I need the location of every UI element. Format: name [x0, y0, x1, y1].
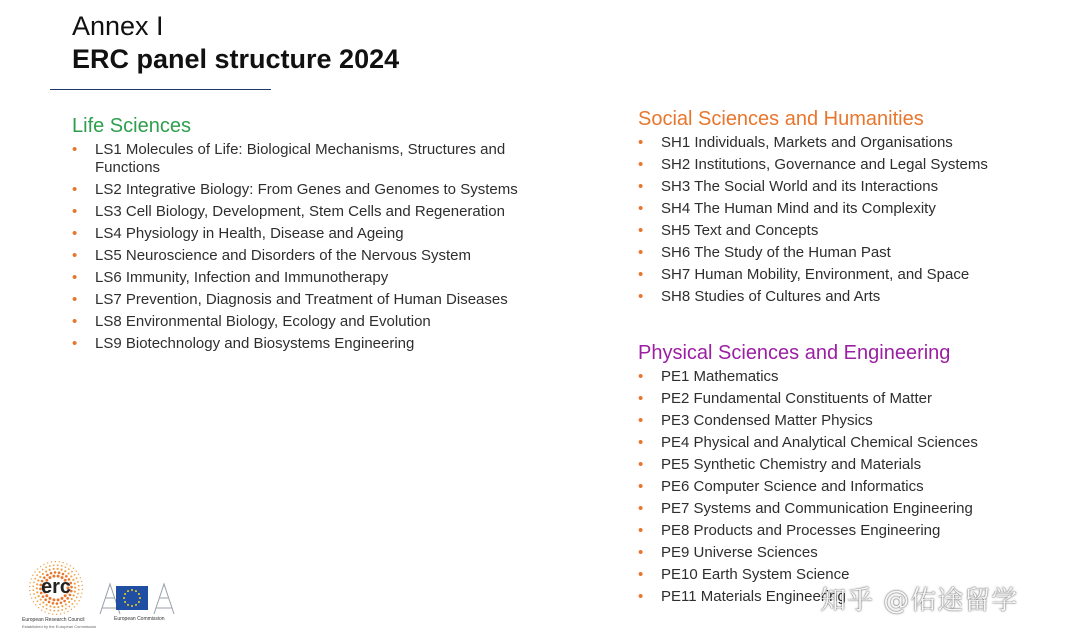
list-item [638, 412, 1038, 430]
panel-label: PE11 Materials Engineering [661, 588, 846, 605]
european-commission-logo [98, 580, 176, 632]
panel-label: LS1 Molecules of Life: Biological Mechanisms, Structures and Functions [95, 141, 506, 176]
list-item [638, 390, 1038, 408]
bullet-icon: • [72, 203, 78, 220]
section-physical-sciences [638, 341, 1038, 610]
list-item [72, 141, 522, 177]
list-item [638, 456, 1038, 474]
panel-label: SH6 The Study of the Human Past [661, 244, 891, 261]
list-item [638, 200, 1038, 218]
panel-label: PE7 Systems and Communication Engineering [661, 500, 973, 517]
watermark-text: 知乎 @佑途留学 [820, 586, 1019, 616]
list-item [638, 288, 1038, 306]
panel-label: SH2 Institutions, Governance and Legal Systems [661, 156, 988, 173]
panel-label: PE6 Computer Science and Informatics [661, 478, 924, 495]
bullet-icon: • [638, 522, 644, 539]
bullet-icon: • [638, 544, 644, 561]
panel-label: LS5 Neuroscience and Disorders of the Nervous System [95, 247, 472, 264]
panel-label: SH7 Human Mobility, Environment, and Space [661, 266, 970, 283]
list-item [72, 313, 522, 331]
list-item [638, 544, 1038, 562]
panel-list-life-sciences [72, 141, 522, 353]
list-item [638, 134, 1038, 152]
list-item [72, 291, 522, 309]
bullet-icon: • [638, 500, 644, 517]
panel-label: LS4 Physiology in Health, Disease and Ageing [95, 225, 404, 242]
bullet-icon: • [638, 566, 644, 583]
panel-label: PE8 Products and Processes Engineering [661, 522, 941, 539]
bullet-icon: • [638, 266, 644, 283]
panel-label: LS6 Immunity, Infection and Immunotherapy [95, 269, 389, 286]
bullet-icon: • [72, 291, 78, 308]
panel-label: LS8 Environmental Biology, Ecology and Evolution [95, 313, 431, 330]
panel-label: PE3 Condensed Matter Physics [661, 412, 873, 429]
panel-label: PE4 Physical and Analytical Chemical Sciences [661, 434, 978, 451]
list-item [638, 522, 1038, 540]
bullet-icon: • [72, 141, 78, 158]
bullet-icon: • [638, 588, 644, 605]
bullet-icon: • [638, 390, 644, 407]
panel-list-social-sciences [638, 134, 1038, 306]
list-item [638, 500, 1038, 518]
bullet-icon: • [638, 478, 644, 495]
eu-flag-icon [98, 580, 176, 616]
panel-label: LS2 Integrative Biology: From Genes and Genomes to Systems [95, 181, 518, 198]
page-title: ERC panel structure 2024 [72, 44, 400, 74]
list-item [72, 269, 522, 287]
bullet-icon: • [638, 412, 644, 429]
panel-label: LS3 Cell Biology, Development, Stem Cells and Regeneration [95, 203, 505, 220]
panel-label: LS7 Prevention, Diagnosis and Treatment of Human Diseases [95, 291, 508, 308]
list-item [72, 247, 522, 265]
bullet-icon: • [638, 200, 644, 217]
panel-label: SH4 The Human Mind and its Complexity [661, 200, 936, 217]
bullet-icon: • [638, 368, 644, 385]
list-item [72, 225, 522, 243]
panel-label: PE2 Fundamental Constituents of Matter [661, 390, 932, 407]
bullet-icon: • [72, 335, 78, 352]
list-item [638, 222, 1038, 240]
list-item [638, 244, 1038, 262]
list-item [638, 478, 1038, 496]
section-life-sciences [72, 114, 522, 357]
bullet-icon: • [72, 247, 78, 264]
bullet-icon: • [638, 178, 644, 195]
bullet-icon: • [72, 181, 78, 198]
list-item [72, 335, 522, 353]
panel-label: LS9 Biotechnology and Biosystems Engineering [95, 335, 415, 352]
section-social-sciences [638, 107, 1038, 310]
panel-label: SH8 Studies of Cultures and Arts [661, 288, 881, 305]
page-title-annex: Annex I [72, 11, 164, 41]
bullet-icon: • [638, 456, 644, 473]
erc-logo-text: erc [41, 576, 72, 598]
bullet-icon: • [72, 269, 78, 286]
panel-label: SH5 Text and Concepts [661, 222, 819, 239]
list-item [638, 368, 1038, 386]
bullet-icon: • [72, 225, 78, 242]
panel-label: SH3 The Social World and its Interactions [661, 178, 939, 195]
list-item [638, 156, 1038, 174]
list-item [638, 434, 1038, 452]
panel-label: SH1 Individuals, Markets and Organisations [661, 134, 953, 151]
list-item [638, 178, 1038, 196]
list-item [638, 266, 1038, 284]
ec-caption: European Commission [114, 616, 165, 622]
bullet-icon: • [72, 313, 78, 330]
erc-caption: European Research Council [22, 617, 85, 623]
bullet-icon: • [638, 222, 644, 239]
bullet-icon: • [638, 244, 644, 261]
bullet-icon: • [638, 288, 644, 305]
panel-label: PE1 Mathematics [661, 368, 779, 385]
panel-list-physical-sciences [638, 368, 1038, 606]
bullet-icon: • [638, 156, 644, 173]
panel-label: PE5 Synthetic Chemistry and Materials [661, 456, 922, 473]
erc-subcaption: Established by the European Commission [22, 624, 97, 629]
erc-logo [22, 560, 97, 632]
bullet-icon: • [638, 134, 644, 151]
title-divider [50, 89, 271, 90]
bullet-icon: • [638, 434, 644, 451]
panel-label: PE10 Earth System Science [661, 566, 850, 583]
section-title-physical-sciences: Physical Sciences and Engineering [638, 342, 951, 364]
list-item [72, 181, 522, 199]
panel-label: PE9 Universe Sciences [661, 544, 818, 561]
section-title-social-sciences: Social Sciences and Humanities [638, 108, 924, 130]
section-title-life-sciences: Life Sciences [72, 115, 191, 137]
list-item [72, 203, 522, 221]
